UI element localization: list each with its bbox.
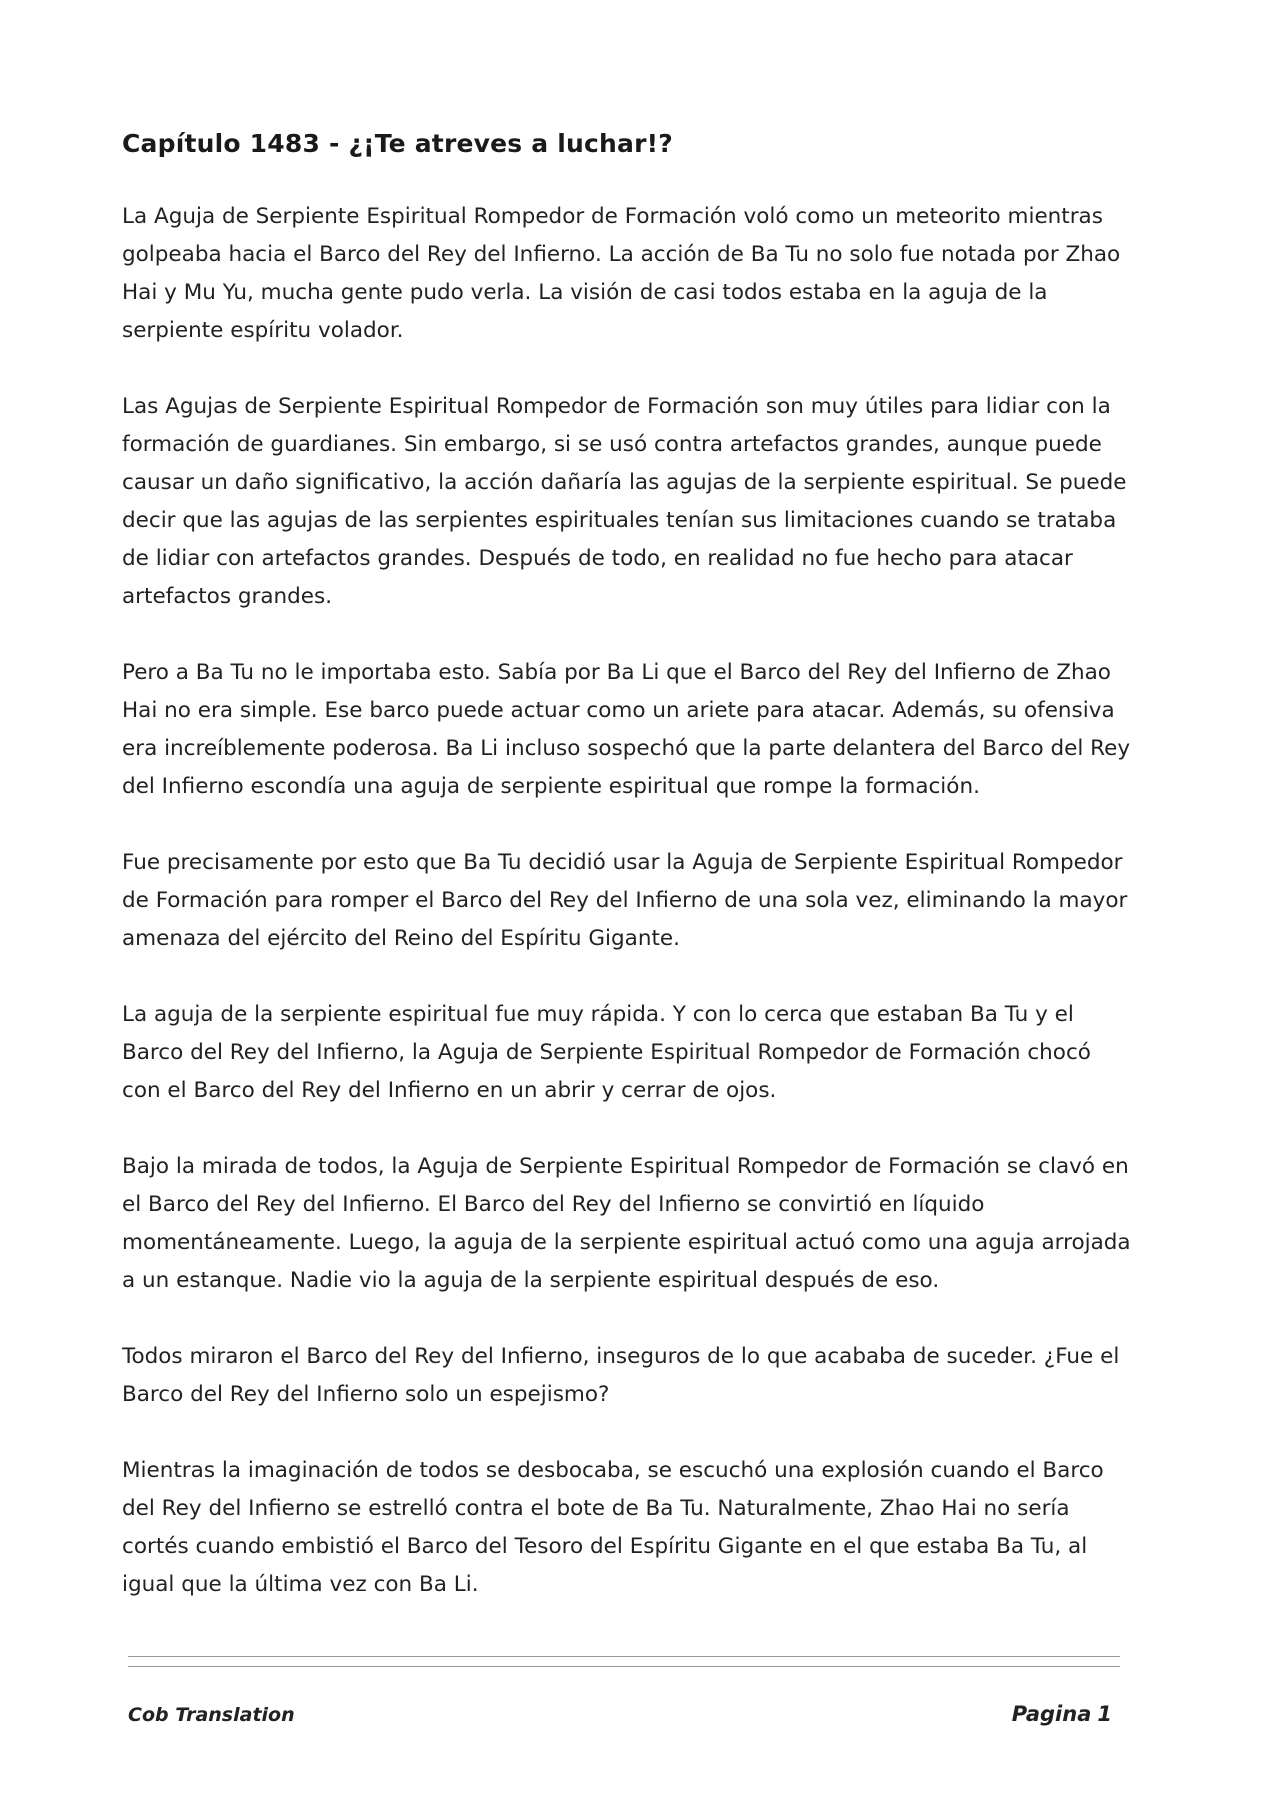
- paragraph: La Aguja de Serpiente Espiritual Rompedor de Formación voló como un meteorito mientras golpeaba hacia el Barco del Rey del Infierno. La acción de Ba Tu no solo fue notada por Zhao Hai y Mu Yu, mucha gente pudo verla. La visión de casi todos estaba en la aguja de la serpiente espíritu volador.: [122, 204, 1121, 343]
- page-number: 1: [1097, 1702, 1112, 1726]
- paragraph: Las Agujas de Serpiente Espiritual Rompedor de Formación son muy útiles para lidiar con la formación de guardianes. Sin embargo, si se usó contra artefactos grandes, aunque puede causar un daño significativo, la acción dañaría las agujas de la serpiente espiritual. Se puede decir que las agujas de las serpientes espirituales tenían sus limitaciones cuando se trataba de lidiar con artefactos grandes. Después de todo, en realidad no fue hecho para atacar artefactos grandes.: [122, 394, 1127, 609]
- paragraph: Pero a Ba Tu no le importaba esto. Sabía por Ba Li que el Barco del Rey del Infierno de Zhao Hai no era simple. Ese barco puede actuar como un ariete para atacar. Además, su ofensiva era increíblemente poderosa. Ba Li incluso sospechó que la parte delantera del Barco del Rey del Infierno escondía una aguja de serpiente espiritual que rompe la formación.: [122, 660, 1131, 799]
- paragraph: Fue precisamente por esto que Ba Tu decidió usar la Aguja de Serpiente Espiritual Rompedor de Formación para romper el Barco del Rey del Infierno de una sola vez, eliminando la mayor amenaza del ejército del Reino del Espíritu Gigante.: [122, 850, 1128, 951]
- page-footer: [128, 1700, 1112, 1730]
- footer-divider: [128, 1656, 1120, 1676]
- footer-credit: Cob Translation: [128, 1704, 295, 1726]
- footer-rule-bottom: [128, 1666, 1120, 1667]
- footer-rule-top: [128, 1656, 1120, 1657]
- paragraph: Bajo la mirada de todos, la Aguja de Serpiente Espiritual Rompedor de Formación se clavó en el Barco del Rey del Infierno. El Barco del Rey del Infierno se convirtió en líquido momentáneamente. Luego, la aguja de la serpiente espiritual actuó como una aguja arrojada a un estanque. Nadie vio la aguja de la serpiente espiritual después de eso.: [122, 1154, 1131, 1293]
- paragraph: Todos miraron el Barco del Rey del Infierno, inseguros de lo que acababa de suceder. ¿Fue el Barco del Rey del Infierno solo un espejismo?: [122, 1344, 1120, 1407]
- chapter-title: Capítulo 1483 - ¿¡Te atreves a luchar!?: [122, 129, 673, 158]
- paragraph: Mientras la imaginación de todos se desbocaba, se escuchó una explosión cuando el Barco del Rey del Infierno se estrelló contra el bote de Ba Tu. Naturalmente, Zhao Hai no sería cortés cuando embistió el Barco del Tesoro del Espíritu Gigante en el que estaba Ba Tu, al igual que la última vez con Ba Li.: [122, 1458, 1104, 1597]
- page-label: Pagina: [1011, 1702, 1092, 1726]
- paragraph: La aguja de la serpiente espiritual fue muy rápida. Y con lo cerca que estaban Ba Tu y el Barco del Rey del Infierno, la Aguja de Serpiente Espiritual Rompedor de Formación chocó con el Barco del Rey del Infierno en un abrir y cerrar de ojos.: [122, 1002, 1091, 1103]
- document-body: [122, 128, 1132, 1642]
- footer-page-indicator: [1012, 1702, 1112, 1726]
